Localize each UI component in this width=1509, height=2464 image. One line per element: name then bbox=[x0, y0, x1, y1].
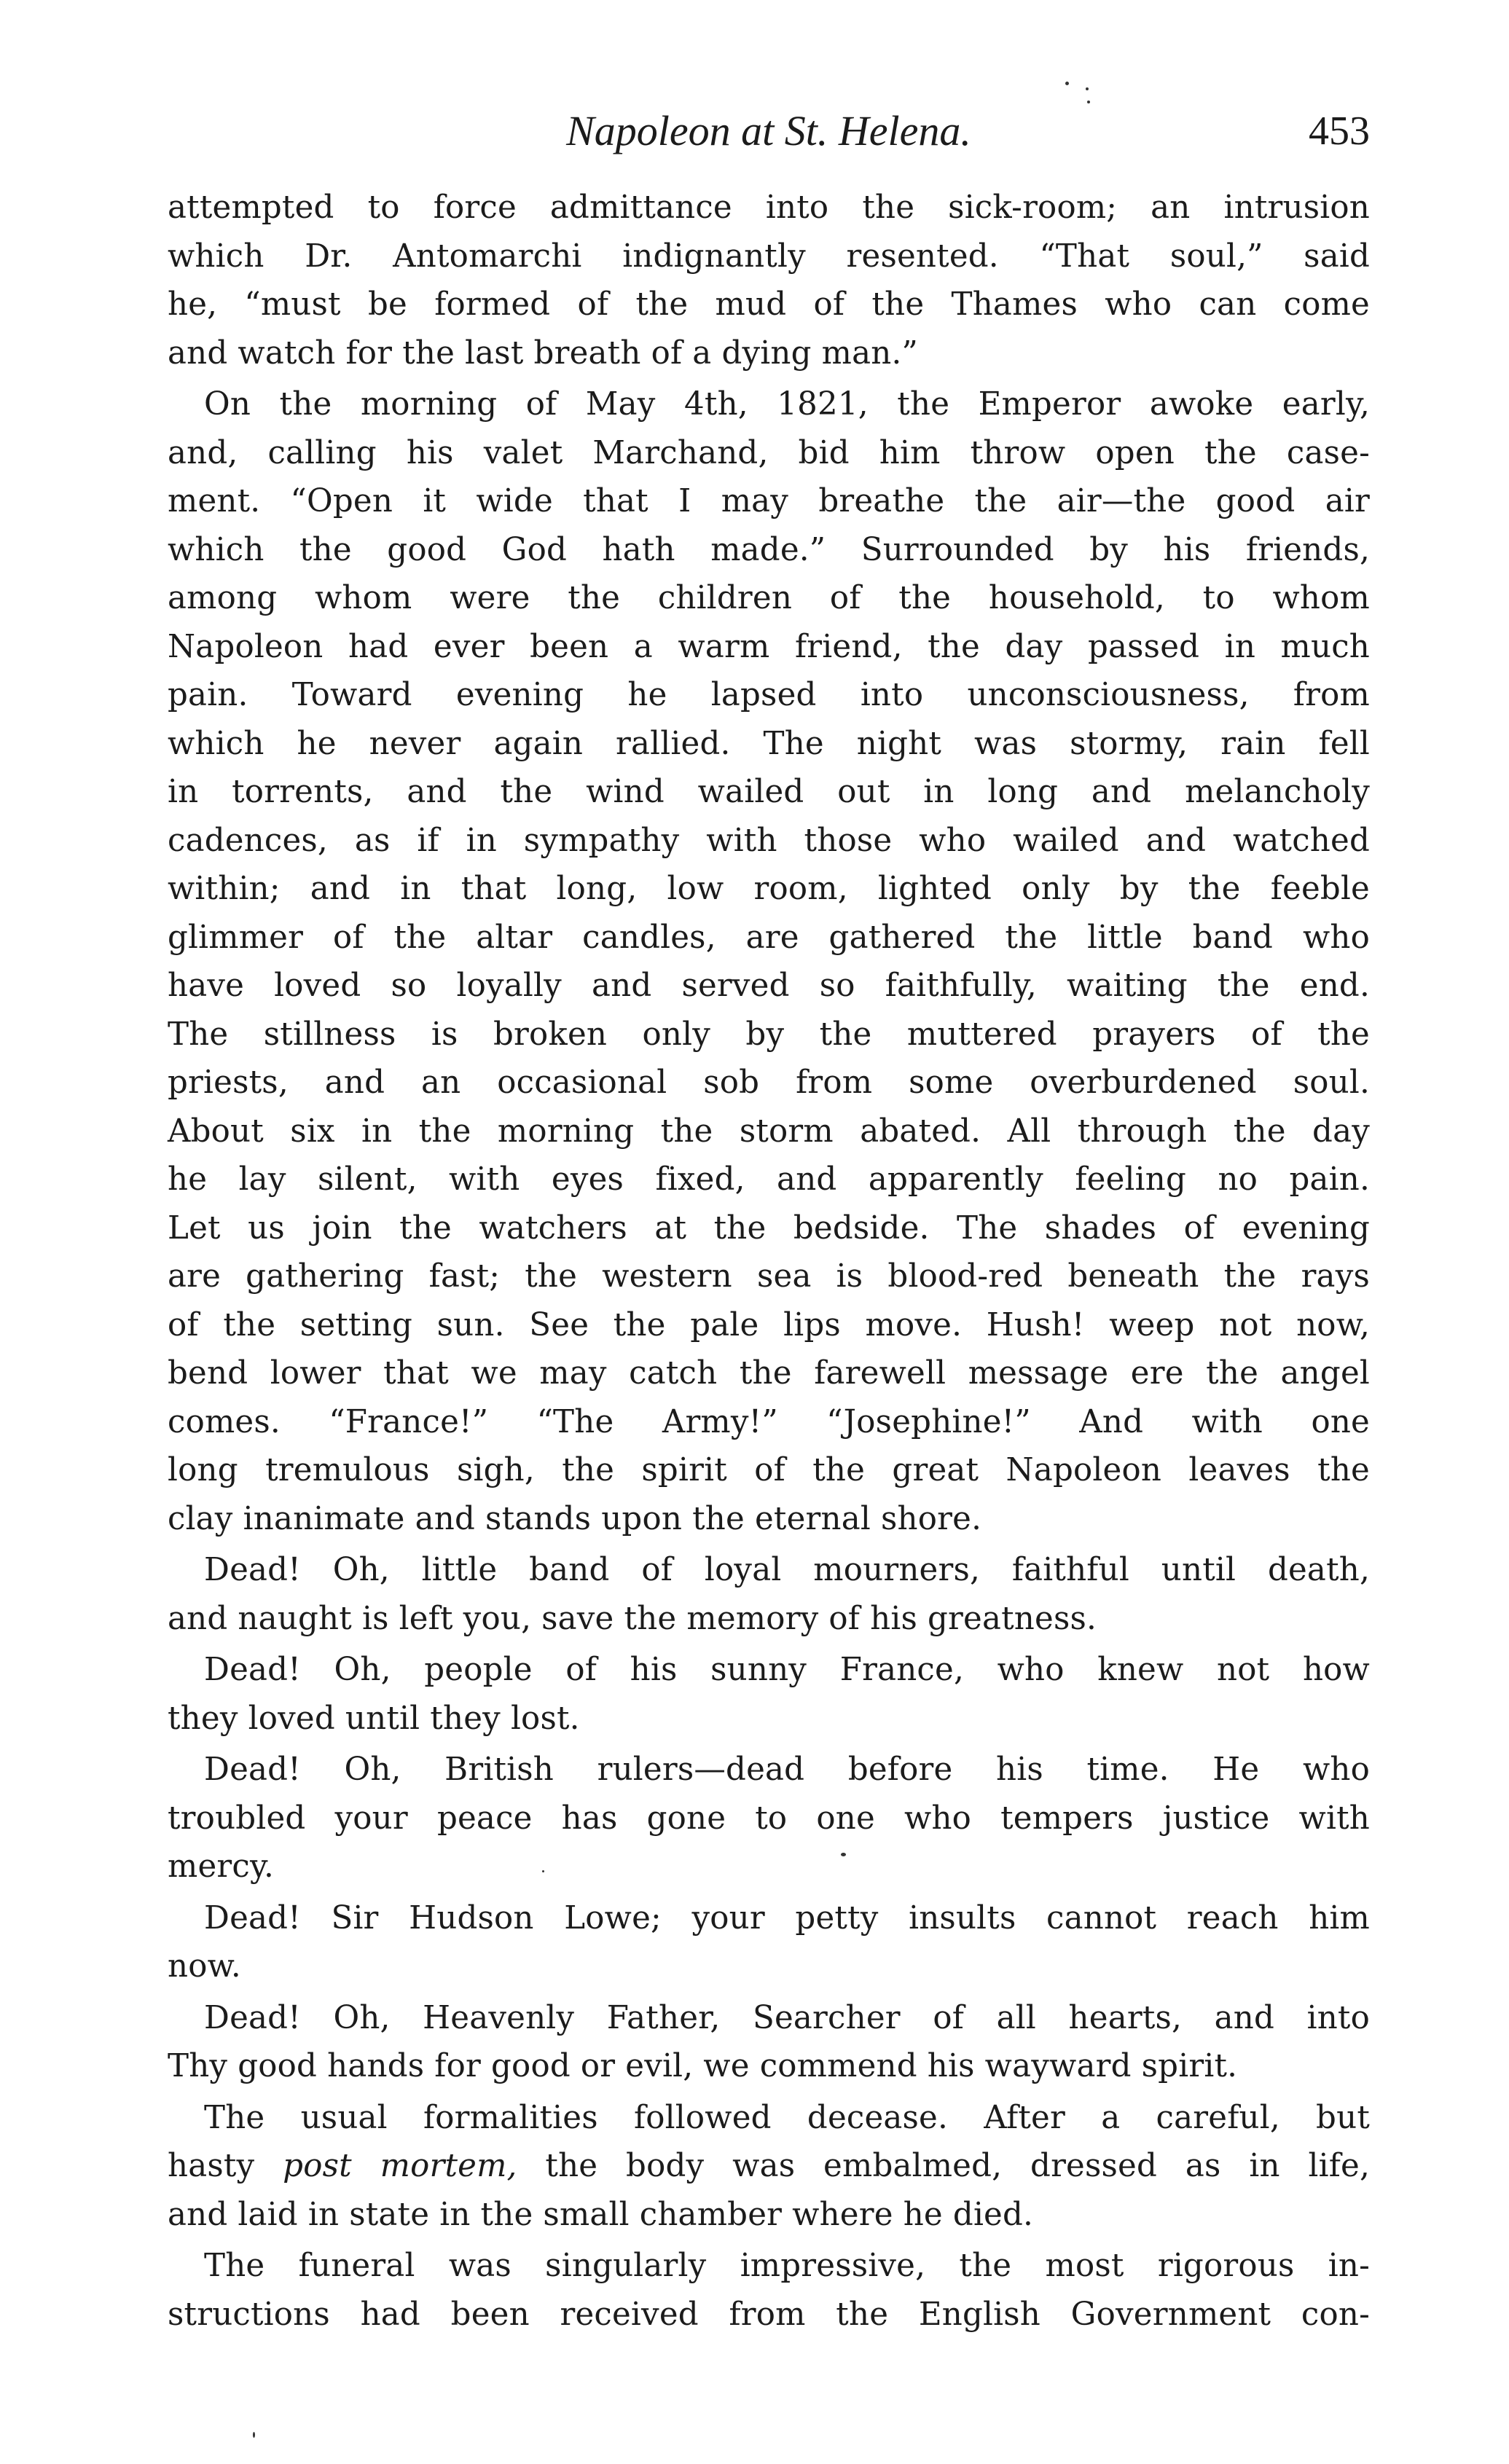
text-line: clay inanimate and stands upon the eternal shore. bbox=[168, 1500, 982, 1537]
text-line: The funeral was singularly impressive, the most rigorous in- bbox=[204, 2248, 1370, 2284]
text-line: Thy good hands for good or evil, we commend his wayward spirit. bbox=[168, 2048, 1238, 2084]
text-line: cadences, as if in sympathy with those who wailed and watched bbox=[168, 822, 1370, 859]
paragraph-9 bbox=[168, 2242, 1370, 2339]
text-line: and naught is left you, save the memory of his greatness. bbox=[168, 1600, 1097, 1637]
page-number: 453 bbox=[1309, 109, 1370, 154]
text-line: Dead! Oh, little band of loyal mourners, faithful until death, bbox=[204, 1552, 1370, 1588]
running-title: Napoleon at St. Helena. bbox=[566, 107, 971, 154]
running-head bbox=[168, 102, 1370, 160]
scan-speck bbox=[1086, 87, 1089, 90]
text-line: which Dr. Antomarchi indignantly resented. “That soul,” said bbox=[168, 238, 1370, 275]
text-fragment: the body was embalmed, dressed as in life, bbox=[517, 2148, 1370, 2184]
text-line: attempted to force admittance into the sick-room; an intrusion bbox=[168, 189, 1370, 226]
text-line: within; and in that long, low room, lighted only by the feeble bbox=[168, 871, 1370, 907]
text-line: On the morning of May 4th, 1821, the Emperor awoke early, bbox=[204, 386, 1370, 423]
text-line: glimmer of the altar candles, are gathered the little band who bbox=[168, 919, 1370, 956]
text-line: Napoleon had ever been a warm friend, the day passed in much bbox=[168, 628, 1370, 665]
text-line: structions had been received from the English Government con- bbox=[168, 2296, 1370, 2333]
scan-speck bbox=[1087, 101, 1090, 103]
text-line: comes. “France!” “The Army!” “Josephine!” And with one bbox=[168, 1403, 1370, 1440]
text-line: bend lower that we may catch the farewell message ere the angel bbox=[168, 1355, 1370, 1392]
paragraph-6 bbox=[168, 1894, 1370, 1991]
italic-phrase: post mortem, bbox=[283, 2148, 517, 2184]
text-line: long tremulous sigh, the spirit of the great Napoleon leaves the bbox=[168, 1452, 1370, 1488]
text-line: Dead! Oh, British rulers—dead before his time. He who bbox=[204, 1751, 1370, 1788]
text-line: Dead! Sir Hudson Lowe; your petty insults cannot reach him bbox=[204, 1899, 1370, 1937]
text-line: he, “must be formed of the mud of the Thames who can come bbox=[168, 286, 1370, 323]
paragraph-2 bbox=[168, 380, 1370, 1543]
text-line: which the good God hath made.” Surrounded by his friends, bbox=[168, 531, 1370, 568]
text-line: he lay silent, with eyes fixed, and apparently feeling no pain. bbox=[168, 1161, 1370, 1198]
paragraph-1 bbox=[168, 184, 1370, 377]
text-line: The usual formalities followed decease. After a careful, but bbox=[204, 2099, 1370, 2136]
paragraph-3 bbox=[168, 1546, 1370, 1643]
paragraph-7 bbox=[168, 1994, 1370, 2091]
text-line: The stillness is broken only by the muttered prayers of the bbox=[168, 1016, 1370, 1053]
text-line: and laid in state in the small chamber where he died. bbox=[168, 2196, 1034, 2233]
scan-speck bbox=[253, 2432, 255, 2438]
paragraph-8 bbox=[168, 2094, 1370, 2240]
text-line: among whom were the children of the household, to whom bbox=[168, 580, 1370, 616]
text-line-with-italic bbox=[168, 2142, 1370, 2191]
text-line: About six in the morning the storm abated. All through the day bbox=[168, 1113, 1370, 1150]
text-line: Dead! Oh, people of his sunny France, who knew not how bbox=[204, 1652, 1370, 1688]
paragraph-4 bbox=[168, 1646, 1370, 1743]
text-line: and watch for the last breath of a dying man.” bbox=[168, 334, 918, 372]
text-line: troubled your peace has gone to one who tempers justice with bbox=[168, 1800, 1370, 1837]
text-line: priests, and an occasional sob from some overburdened soul. bbox=[168, 1064, 1370, 1101]
scan-speck bbox=[841, 1853, 846, 1856]
text-line: of the setting sun. See the pale lips move. Hush! weep not now, bbox=[168, 1306, 1370, 1343]
text-line: Let us join the watchers at the bedside. The shades of evening bbox=[168, 1209, 1370, 1247]
text-line: pain. Toward evening he lapsed into unconsciousness, from bbox=[168, 677, 1370, 713]
text-line: and, calling his valet Marchand, bid him throw open the case- bbox=[168, 434, 1370, 471]
text-line: which he never again rallied. The night was stormy, rain fell bbox=[168, 725, 1370, 762]
text-line: ment. “Open it wide that I may breathe the air—the good air bbox=[168, 483, 1370, 519]
text-fragment: hasty bbox=[168, 2148, 283, 2184]
text-line: in torrents, and the wind wailed out in long and melancholy bbox=[168, 774, 1370, 810]
text-line: now. bbox=[168, 1948, 241, 1985]
body-text bbox=[168, 184, 1370, 2339]
text-line: have loved so loyally and served so faithfully, waiting the end. bbox=[168, 968, 1370, 1004]
paragraph-5 bbox=[168, 1746, 1370, 1891]
text-line: Dead! Oh, Heavenly Father, Searcher of all hearts, and into bbox=[204, 1999, 1370, 2036]
scan-speck bbox=[542, 1870, 544, 1872]
scan-speck bbox=[1065, 82, 1069, 85]
text-line: mercy. bbox=[168, 1848, 274, 1885]
text-line: are gathering fast; the western sea is blood-red beneath the rays bbox=[168, 1258, 1370, 1295]
text-line: they loved until they lost. bbox=[168, 1700, 580, 1737]
